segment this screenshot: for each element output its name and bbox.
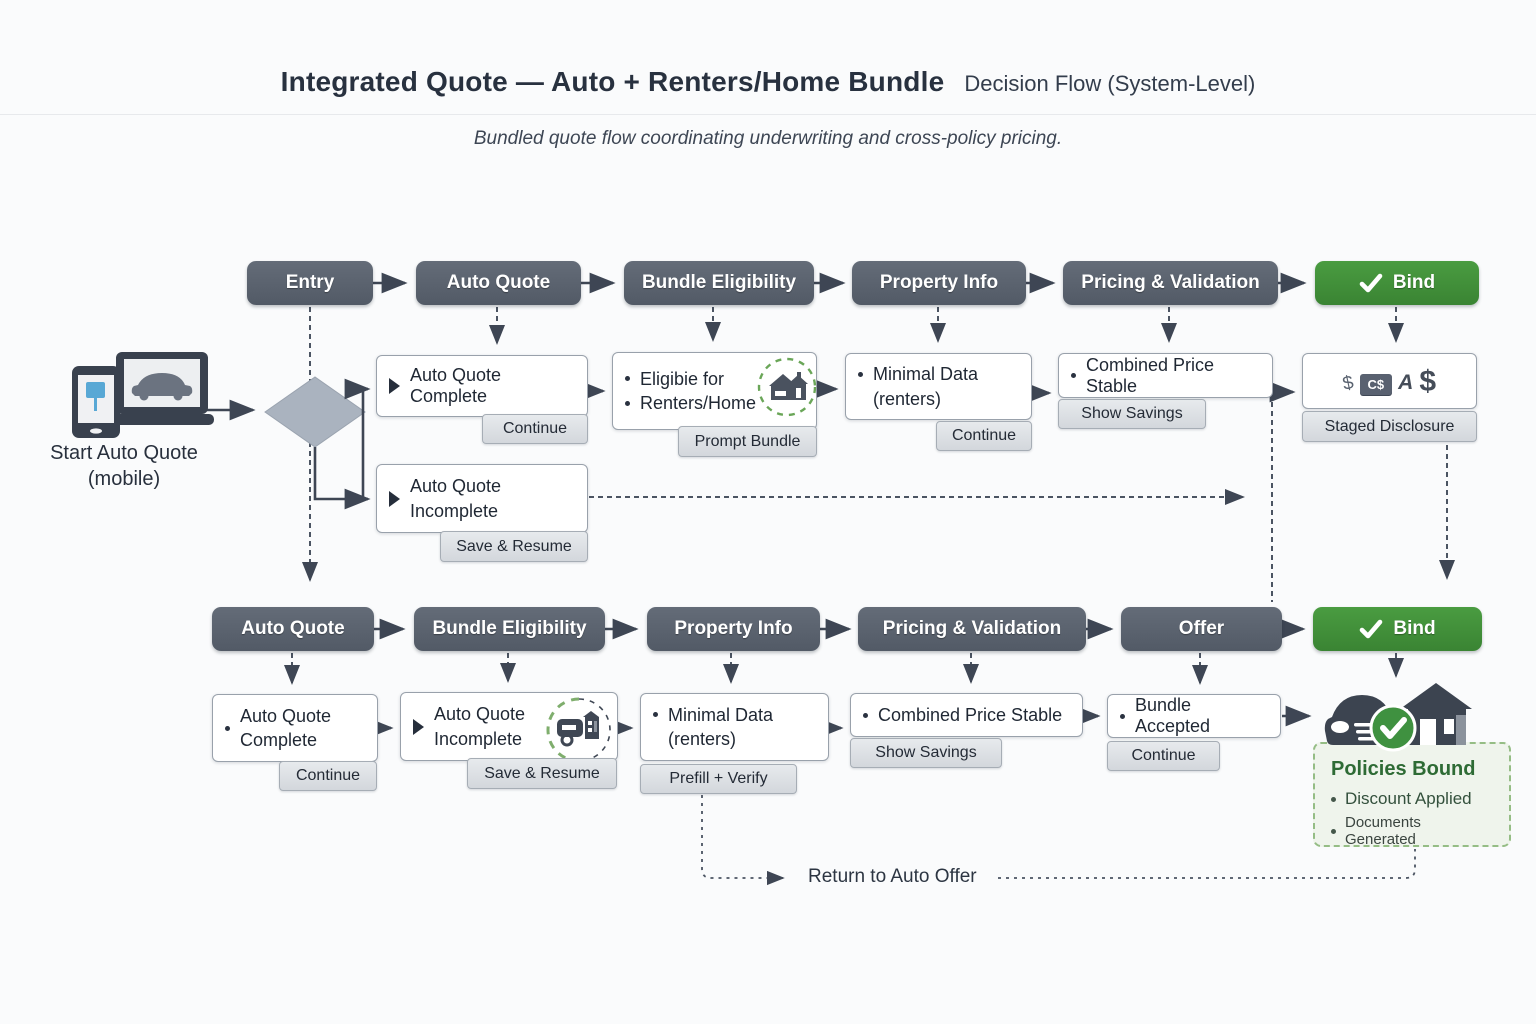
spacer (653, 737, 658, 742)
start-label (28, 440, 220, 492)
subtitle: Bundled quote flow coordinating underwriting and cross-policy pricing. (473, 128, 1063, 149)
bullet-marker (653, 712, 658, 717)
price-title: Combined Price Stable (1086, 354, 1215, 396)
staged-disclosure-button[interactable]: Staged Disclosure (1302, 411, 1477, 442)
title-sub: Decision Flow (System-Level) (964, 71, 1256, 96)
decision-diamond (265, 377, 365, 447)
triangle-marker (389, 378, 400, 394)
outcome-title: Auto Quote Complete (410, 365, 502, 406)
car-check-house-icon (1318, 683, 1478, 766)
prompt-bundle-button[interactable]: Prompt Bundle (678, 426, 817, 457)
check-icon (1359, 272, 1383, 294)
spacer (858, 396, 863, 401)
start-label-line2: (mobile) (87, 468, 161, 490)
incomplete-line2: Incomplete (410, 500, 499, 521)
stage-offer: Offer (1121, 607, 1282, 651)
bullet-marker (1071, 373, 1076, 378)
stage-pricing-validation-bottom: Pricing & Validation (858, 607, 1086, 651)
outcome-staged-disclosure (1302, 353, 1477, 409)
bullet-marker (1331, 829, 1336, 834)
minimal-line2: (renters) (873, 388, 942, 409)
policies-title: Policies Bound (1331, 758, 1476, 780)
continue-button-bottom-1[interactable]: Continue (279, 761, 377, 791)
title-main: Integrated Quote — Auto + Renters/Home Bundle (280, 66, 945, 97)
bullet-marker (625, 376, 630, 381)
bullet-marker (858, 372, 863, 377)
outcome-auto-quote-complete-bottom (212, 694, 378, 762)
stage-bind-label: Bind (1392, 272, 1436, 293)
bottom-stage-drops (292, 653, 1396, 683)
stage-auto-quote-bottom: Auto Quote (212, 607, 374, 651)
minimal-line2: (renters) (668, 729, 737, 749)
eligible-line2: Renters/Home (640, 393, 757, 413)
triangle-marker (413, 719, 424, 735)
return-to-auto-offer-label: Return to Auto Offer (808, 866, 977, 887)
phone-laptop-car-icon (72, 352, 214, 445)
triangle-marker (389, 491, 400, 507)
bullet-marker (863, 713, 868, 718)
bullet-marker (1331, 797, 1336, 802)
outcome-bundle-accepted (1107, 694, 1281, 738)
stage-bind-top (1315, 261, 1479, 305)
stage-bind-bottom (1313, 607, 1482, 651)
save-resume-button-top[interactable]: Save & Resume (440, 531, 588, 562)
dollar-small: $ (1340, 371, 1356, 395)
dollar-large: $ (1419, 364, 1437, 398)
start-label-line1: Start Auto Quote (50, 442, 198, 464)
letter-glyph: A (1398, 370, 1414, 394)
accepted-title: Bundle Accepted (1135, 695, 1211, 736)
stage-property-info-top: Property Info (852, 261, 1026, 305)
save-resume-button-bottom[interactable]: Save & Resume (467, 758, 617, 789)
house-bundle-icon (755, 356, 819, 425)
stage-auto-quote-top: Auto Quote (416, 261, 581, 305)
stage-bundle-eligibility-top: Bundle Eligibility (624, 261, 814, 305)
check-icon (1359, 618, 1383, 640)
stage-bind-label: Bind (1393, 618, 1436, 639)
incomplete-line1: Auto Quote (434, 704, 526, 725)
price-tag: C$ (1360, 374, 1393, 395)
stage-pricing-validation-top: Pricing & Validation (1063, 261, 1278, 305)
continue-button-top-2[interactable]: Continue (936, 421, 1032, 451)
price-title: Combined Price Stable (878, 704, 1063, 725)
outcome-auto-quote-complete-top (376, 355, 588, 417)
show-savings-button-bottom[interactable]: Show Savings (850, 738, 1002, 768)
policies-bullet-1: Discount Applied (1345, 789, 1472, 808)
complete-line2: Complete (240, 730, 318, 750)
policies-bullet-2: Documents Generated (1345, 814, 1421, 848)
outcome-minimal-data-top (845, 353, 1032, 420)
complete-line1: Auto Quote (240, 705, 332, 726)
outcome-auto-quote-incomplete-top (376, 464, 588, 533)
dollar-price-tag-icon (1315, 364, 1464, 398)
incomplete-line2: Incomplete (434, 728, 523, 749)
continue-button-bottom-2[interactable]: Continue (1107, 741, 1220, 771)
incomplete-line1: Auto Quote (410, 476, 502, 497)
bullet-marker (1120, 714, 1125, 719)
minimal-line1: Minimal Data (873, 364, 979, 385)
outcome-combined-price-bottom (850, 693, 1083, 737)
stage-bundle-eligibility-bottom: Bundle Eligibility (414, 607, 605, 651)
outcome-combined-price-top (1058, 353, 1273, 398)
minimal-line1: Minimal Data (668, 704, 774, 725)
continue-button-top-1[interactable]: Continue (482, 414, 588, 444)
prefill-verify-button[interactable]: Prefill + Verify (640, 764, 797, 794)
outcome-minimal-data-bottom (640, 693, 829, 761)
eligible-line1: Eligibie for (640, 368, 725, 389)
bullet-marker (225, 726, 230, 731)
bullet-marker (625, 401, 630, 406)
show-savings-button-top[interactable]: Show Savings (1058, 399, 1206, 429)
stage-property-info-bottom: Property Info (647, 607, 820, 651)
stage-entry: Entry (247, 261, 373, 305)
